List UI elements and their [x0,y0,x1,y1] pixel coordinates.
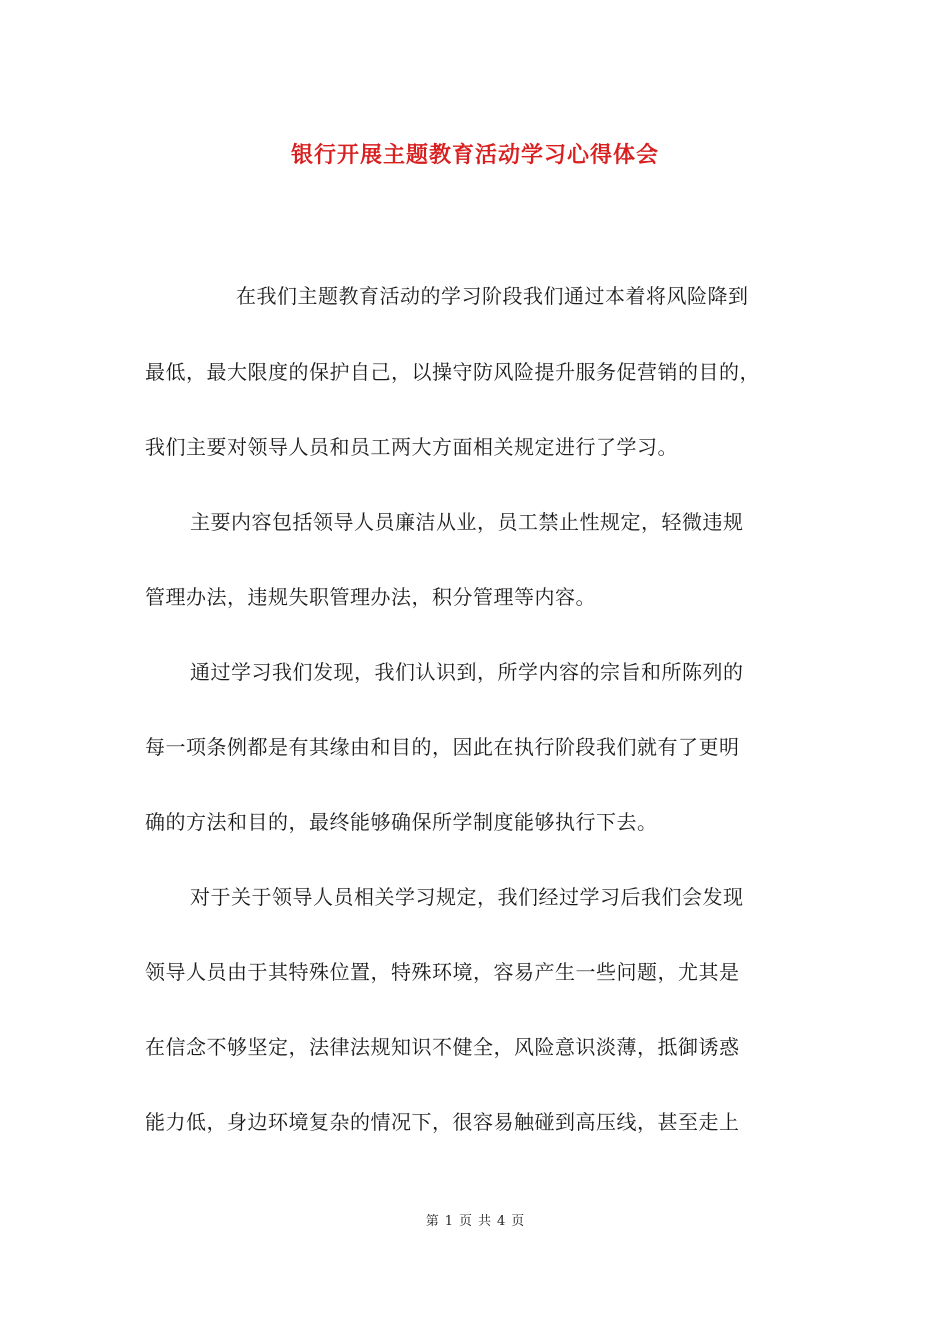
paragraph-line: 对于关于领导人员相关学习规定，我们经过学习后我们会发现 [190,885,744,909]
paragraph-line: 在我们主题教育活动的学习阶段我们通过本着将风险降到 [236,284,749,308]
footer-page-unit: 页 [458,1214,472,1229]
paragraph-line: 能力低，身边环境复杂的情况下，很容易触碰到高压线，甚至走上 [145,1110,740,1134]
paragraph-line: 领导人员由于其特殊位置，特殊环境，容易产生一些问题，尤其是 [145,960,740,984]
footer-suffix: 页 [511,1214,525,1229]
paragraph-line: 在信念不够坚定，法律法规知识不健全，风险意识淡薄，抵御诱惑 [145,1035,740,1059]
paragraph-line: 每一项条例都是有其缘由和目的，因此在执行阶段我们就有了更明 [145,735,740,759]
paragraph-line: 管理办法，违规失职管理办法，积分管理等内容。 [145,585,596,609]
footer-total-prefix: 共 [478,1214,492,1229]
paragraph-line: 通过学习我们发现，我们认识到，所学内容的宗旨和所陈列的 [190,660,744,684]
paragraph-line: 主要内容包括领导人员廉洁从业，员工禁止性规定，轻微违规 [190,510,744,534]
total-page-count: 4 [497,1214,506,1229]
paragraph-line: 确的方法和目的，最终能够确保所学制度能够执行下去。 [145,810,658,834]
footer-prefix: 第 [425,1214,439,1229]
current-page-number: 1 [444,1214,453,1229]
paragraph-line: 最低，最大限度的保护自己，以操守防风险提升服务促营销的目的， [145,360,760,384]
paragraph-line: 我们主要对领导人员和员工两大方面相关规定进行了学习。 [145,435,678,459]
document-title: 银行开展主题教育活动学习心得体会 [290,142,659,168]
page-number-footer [0,1210,950,1229]
